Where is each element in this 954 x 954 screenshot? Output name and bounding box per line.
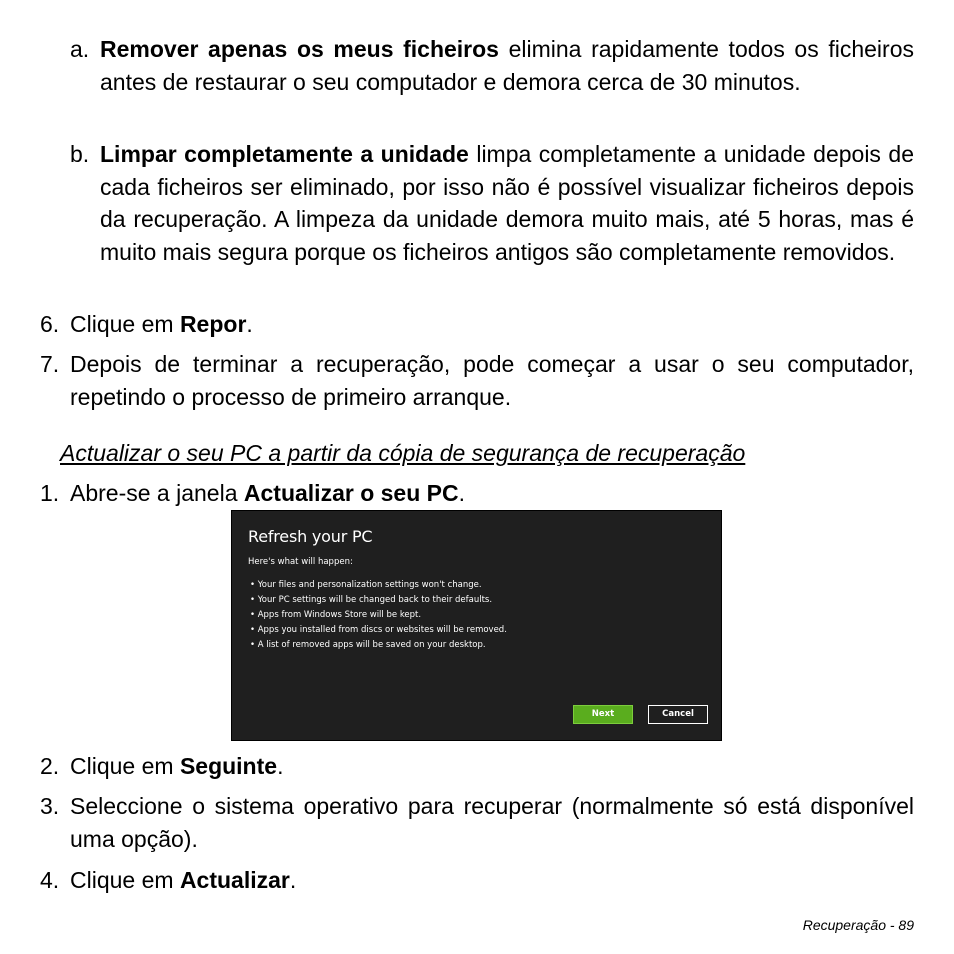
step-6-pre: Clique em — [70, 311, 180, 337]
option-b-title: Limpar completamente a unidade — [100, 141, 469, 167]
step-2-pre: Clique em — [70, 753, 180, 779]
step-1-marker: 1. — [40, 480, 60, 506]
step-1-text — [70, 477, 914, 510]
page-footer: Recuperação - 89 — [802, 917, 914, 933]
step-6-text — [70, 308, 914, 341]
step-4-post: . — [289, 867, 297, 893]
list-marker-a: a. — [70, 36, 90, 62]
next-button[interactable]: Next — [573, 705, 633, 724]
step-6-marker: 6. — [40, 311, 60, 337]
step-2-text — [70, 750, 914, 783]
option-b-text: limpa completamente a unidade depois de cada ficheiros ser eliminado, por isso não é possível visualizar ficheiros depois da recuperação. A limpeza da unidade demora muito mais, até 5 horas, mas é muito mais segura porque os ficheiros antigos são completamente removidos. — [100, 141, 915, 265]
refresh-pc-screenshot — [231, 510, 722, 741]
step-7-marker: 7. — [40, 351, 60, 377]
bullet-item: • Your files and personalization settings won't change. — [250, 580, 482, 590]
step-3-marker: 3. — [40, 793, 60, 819]
bullet-item: • A list of removed apps will be saved on your desktop. — [250, 640, 486, 650]
option-a-text: elimina rapidamente todos os ficheiros antes de restaurar o seu computador e demora cerca de 30 minutos. — [100, 36, 914, 95]
refresh-pc-bullets — [250, 578, 507, 653]
refresh-pc-title: Refresh your PC — [248, 527, 373, 546]
step-4-bold: Actualizar — [179, 867, 290, 893]
step-7-text: Depois de terminar a recuperação, pode começar a usar o seu computador, repetindo o processo de primeiro arranque. — [70, 351, 914, 410]
bullet-item: • Your PC settings will be changed back to their defaults. — [250, 595, 493, 605]
step-4-text — [70, 864, 914, 897]
step-6-bold: Repor — [179, 311, 247, 337]
paragraph-option-a — [100, 33, 914, 98]
list-marker-b: b. — [70, 141, 90, 167]
step-6-post: . — [246, 311, 253, 337]
step-3-text: Seleccione o sistema operativo para recuperar (normalmente só está disponível uma opção). — [70, 793, 914, 852]
step-2-post: . — [277, 753, 284, 779]
option-a-title: Remover apenas os meus ficheiros — [100, 36, 499, 62]
refresh-pc-subtitle: Here's what will happen: — [248, 557, 353, 567]
step-1-post: . — [458, 480, 466, 506]
step-1-pre: Abre-se a janela — [70, 480, 244, 506]
step-4-marker: 4. — [40, 867, 60, 893]
step-4-pre: Clique em — [70, 867, 180, 893]
paragraph-option-b — [100, 138, 914, 268]
bullet-item: • Apps you installed from discs or websites will be removed. — [250, 625, 507, 635]
bullet-item: • Apps from Windows Store will be kept. — [250, 610, 422, 620]
step-2-bold: Seguinte — [179, 753, 278, 779]
cancel-button[interactable]: Cancel — [648, 705, 708, 724]
section-heading: Actualizar o seu PC a partir da cópia de segurança de recuperação — [60, 440, 746, 466]
step-2-marker: 2. — [40, 753, 60, 779]
step-1-bold: Actualizar o seu PC — [243, 480, 459, 506]
